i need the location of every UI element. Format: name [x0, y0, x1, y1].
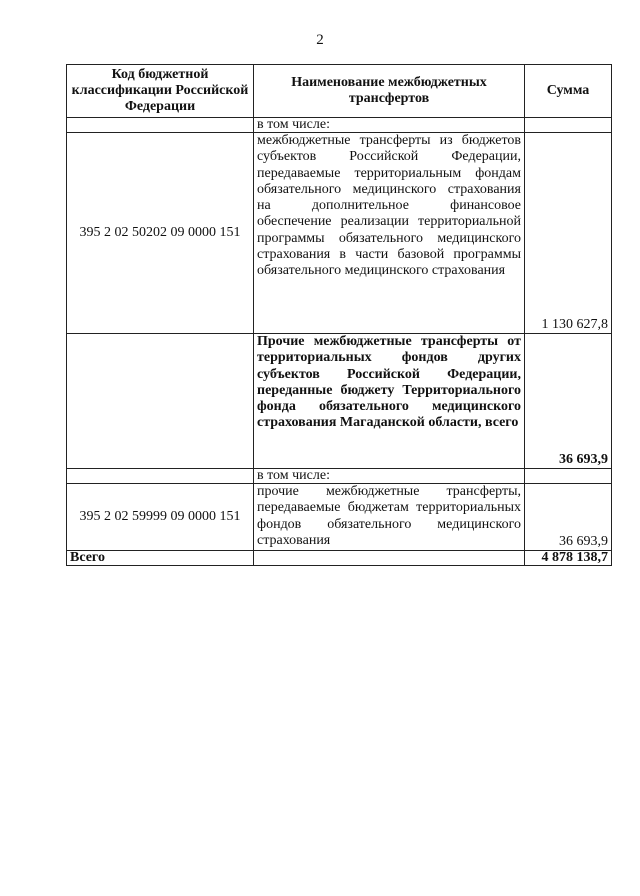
table-header-row	[67, 65, 612, 118]
table-row	[67, 469, 612, 484]
row-code	[67, 334, 254, 469]
page-number: 2	[316, 32, 324, 48]
total-row	[67, 551, 612, 566]
total-amount: 4 878 138,7	[525, 551, 612, 566]
row-code	[67, 118, 254, 133]
row-name: в том числе:	[254, 469, 525, 484]
table-row	[67, 133, 612, 334]
row-name: прочие межбюджетные трансферты, передаваемые бюджетам территориальных фондов обязательного медицинского страхования	[254, 484, 525, 551]
row-code: 395 2 02 50202 09 0000 151	[67, 133, 254, 334]
header-amount: Сумма	[525, 65, 612, 118]
total-empty-cell	[254, 551, 525, 566]
header-name: Наименование межбюджетных трансфертов	[254, 65, 525, 118]
row-code	[67, 469, 254, 484]
table-row	[67, 118, 612, 133]
row-amount: 36 693,9	[525, 334, 612, 469]
row-name: межбюджетные трансферты из бюджетов субъектов Российской Федерации, передаваемые территориальным фондам обязательного медицинского страхования на дополнительное финансовое обеспечение реализации территориальной программы обязательного медицинского страхования в части базовой программы обязательного медицинского страхования	[254, 133, 525, 334]
row-code: 395 2 02 59999 09 0000 151	[67, 484, 254, 551]
table-row	[67, 334, 612, 469]
transfers-table	[66, 64, 612, 566]
row-amount	[525, 469, 612, 484]
row-name: Прочие межбюджетные трансферты от территориальных фондов других субъектов Российской Федерации, переданные бюджету Территориального фонда обязательного медицинского страхования Магаданской области, всего	[254, 334, 525, 469]
row-amount: 1 130 627,8	[525, 133, 612, 334]
total-label: Всего	[67, 551, 254, 566]
row-amount: 36 693,9	[525, 484, 612, 551]
table-row	[67, 484, 612, 551]
header-code: Код бюджетной классификации Российской Федерации	[67, 65, 254, 118]
row-amount	[525, 118, 612, 133]
row-name: в том числе:	[254, 118, 525, 133]
